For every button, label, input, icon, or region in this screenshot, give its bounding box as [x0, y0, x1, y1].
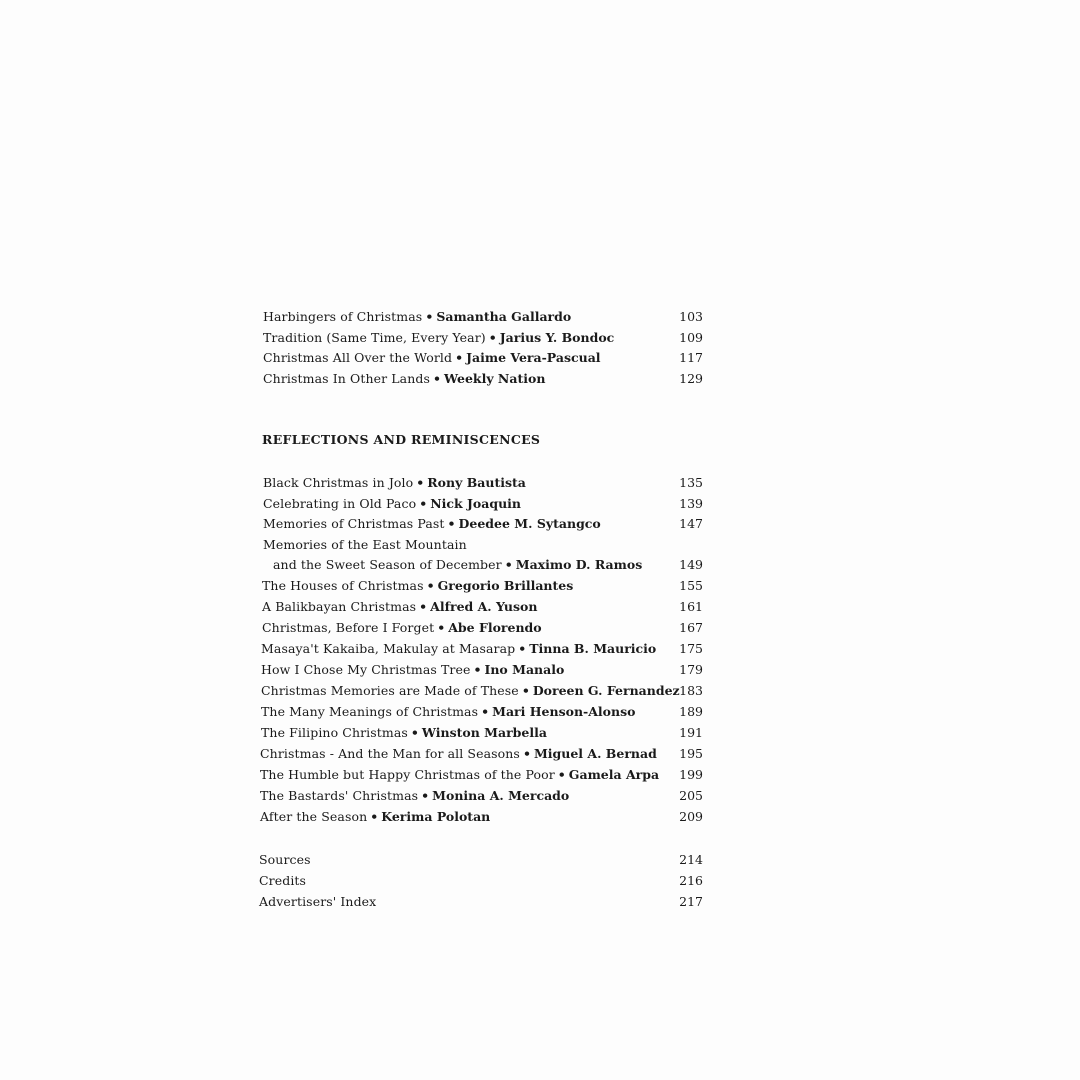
entry-title: Black Christmas in Jolo [263, 475, 414, 490]
entry-title: After the Season [260, 809, 368, 824]
entry-author: Alfred A. Yuson [430, 599, 538, 614]
toc-entry [263, 369, 703, 389]
toc-entry [261, 660, 703, 680]
toc-entry [260, 786, 703, 806]
entry-page: 149 [679, 557, 703, 572]
entry-page: 195 [679, 746, 703, 761]
entry-title: The Bastards' Christmas [260, 788, 419, 803]
entry-title: A Balikbayan Christmas [262, 599, 417, 614]
bullet-separator: • [481, 704, 490, 719]
toc-entry [260, 807, 703, 827]
entry-page: 155 [679, 578, 703, 593]
entry-page: 199 [679, 767, 703, 782]
section-heading: REFLECTIONS AND REMINISCENCES [262, 432, 541, 447]
toc-entry [263, 473, 703, 493]
entry-author: Weekly Nation [443, 371, 546, 386]
entry-title: Sources [259, 852, 311, 867]
bullet-separator: • [416, 475, 425, 490]
bullet-separator: • [522, 746, 531, 761]
entry-title: The Filipino Christmas [261, 725, 408, 740]
toc-entry [260, 744, 703, 764]
entry-author: Jarius Y. Bondoc [499, 330, 615, 345]
entry-title: The Many Meanings of Christmas [261, 704, 479, 719]
bullet-separator: • [425, 309, 434, 324]
entry-page: 209 [679, 809, 703, 824]
entry-page: 191 [679, 725, 703, 740]
entry-title: Tradition (Same Time, Every Year) [263, 330, 486, 345]
entry-page: 179 [679, 662, 703, 677]
entry-author: Tinna B. Mauricio [529, 641, 657, 656]
entry-title: Christmas - And the Man for all Seasons [260, 746, 520, 761]
entry-page: 135 [679, 475, 703, 490]
bullet-separator: • [557, 767, 566, 782]
entry-page: 139 [679, 496, 703, 511]
bullet-separator: • [370, 809, 379, 824]
entry-title: Harbingers of Christmas [263, 309, 423, 324]
toc-entry [263, 348, 703, 368]
entry-author: Jaime Vera-Pascual [466, 350, 601, 365]
toc-entry [262, 618, 703, 638]
bullet-separator: • [432, 371, 441, 386]
bullet-separator: • [426, 578, 435, 593]
entry-page: 117 [679, 350, 703, 365]
entry-title: Advertisers' Index [259, 894, 377, 909]
toc-entry [263, 307, 703, 327]
entry-title: Christmas In Other Lands [263, 371, 430, 386]
toc-entry [261, 681, 703, 701]
entry-page: 189 [679, 704, 703, 719]
entry-title: Christmas All Over the World [263, 350, 453, 365]
entry-title: Memories of the East Mountain [263, 537, 467, 552]
toc-entry [262, 576, 703, 596]
entry-author: Miguel A. Bernad [533, 746, 657, 761]
entry-page: 214 [679, 852, 703, 867]
bullet-separator: • [504, 557, 513, 572]
toc-entry [260, 765, 703, 785]
toc-entry [261, 639, 703, 659]
entry-author: Samantha Gallardo [436, 309, 572, 324]
entry-author: Abe Florendo [448, 620, 542, 635]
entry-author: Winston Marbella [421, 725, 547, 740]
toc-entry [262, 597, 703, 617]
entry-author: Kerima Polotan [381, 809, 491, 824]
entry-author: Monina A. Mercado [432, 788, 570, 803]
entry-title: Christmas Memories are Made of These [261, 683, 519, 698]
entry-title: Christmas, Before I Forget [262, 620, 435, 635]
toc-entry [263, 494, 703, 514]
toc-entry [263, 535, 703, 555]
entry-author: Rony Bautista [427, 475, 526, 490]
entry-page: 205 [679, 788, 703, 803]
entry-page: 217 [679, 894, 703, 909]
entry-page: 103 [679, 309, 703, 324]
entry-page: 216 [679, 873, 703, 888]
toc-entry [261, 723, 703, 743]
bullet-separator: • [455, 350, 464, 365]
entry-author: Maximo D. Ramos [515, 557, 643, 572]
entry-author: Deedee M. Sytangco [458, 516, 601, 531]
bullet-separator: • [518, 641, 527, 656]
entry-title: Celebrating in Old Paco [263, 496, 417, 511]
entry-author: Gregorio Brillantes [437, 578, 574, 593]
entry-author: Gamela Arpa [568, 767, 660, 782]
toc-entry [263, 328, 703, 348]
bullet-separator: • [473, 662, 482, 677]
entry-title: Credits [259, 873, 307, 888]
entry-page: 161 [679, 599, 703, 614]
entry-author: Doreen G. Fernandez [532, 683, 680, 698]
bullet-separator: • [488, 330, 497, 345]
entry-title: and the Sweet Season of December [273, 557, 502, 572]
entry-page: 167 [679, 620, 703, 635]
entry-page: 183 [679, 683, 703, 698]
toc-entry [263, 555, 703, 575]
bullet-separator: • [421, 788, 430, 803]
bullet-separator: • [521, 683, 530, 698]
entry-title: Masaya't Kakaiba, Makulay at Masarap [261, 641, 516, 656]
toc-entry [259, 850, 703, 870]
bullet-separator: • [410, 725, 419, 740]
toc-entry [259, 892, 703, 912]
toc-entry [259, 871, 703, 891]
entry-page: 147 [679, 516, 703, 531]
bullet-separator: • [419, 496, 428, 511]
bullet-separator: • [437, 620, 446, 635]
entry-title: Memories of Christmas Past [263, 516, 445, 531]
entry-title: The Houses of Christmas [262, 578, 424, 593]
toc-entry [261, 702, 703, 722]
entry-page: 175 [679, 641, 703, 656]
entry-title: The Humble but Happy Christmas of the Poor [260, 767, 555, 782]
entry-author: Nick Joaquin [430, 496, 522, 511]
entry-title: How I Chose My Christmas Tree [261, 662, 471, 677]
bullet-separator: • [447, 516, 456, 531]
entry-author: Mari Henson-Alonso [492, 704, 636, 719]
bullet-separator: • [419, 599, 428, 614]
toc-entry [263, 514, 703, 534]
entry-author: Ino Manalo [484, 662, 565, 677]
entry-page: 129 [679, 371, 703, 386]
entry-page: 109 [679, 330, 703, 345]
